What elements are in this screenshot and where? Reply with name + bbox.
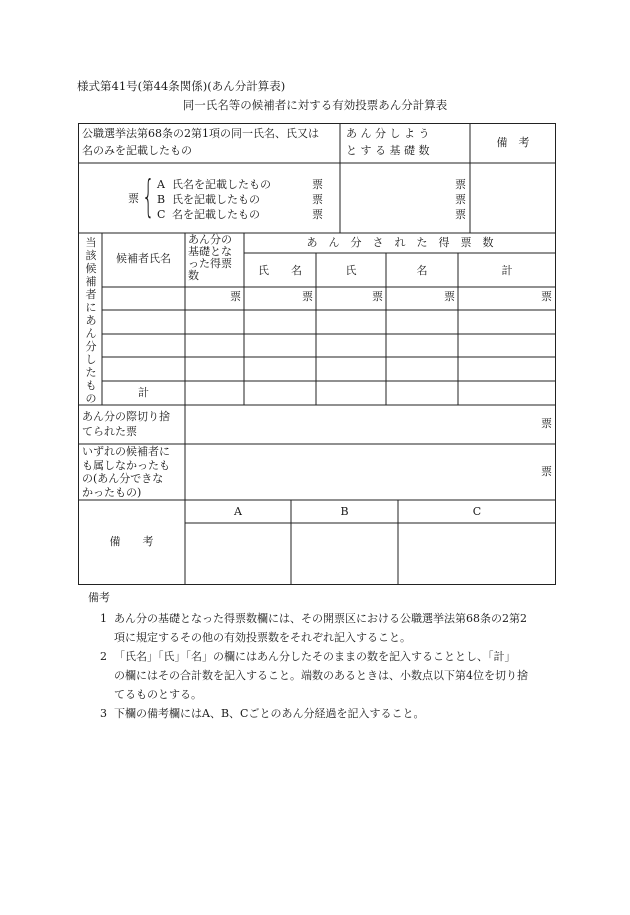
vote-row-c-letter: C xyxy=(157,208,166,221)
note-item: 2 「氏名」「氏」「名」の欄にはあん分したそのままの数を記入することとし、「計」 の欄にはその合計数を記入すること。端数のあるときは、小数点以下第4位を切り捨 てるものとする。 xyxy=(88,647,558,704)
subheader-full-name: 氏 名 xyxy=(258,264,302,277)
note-number: 1 xyxy=(100,612,107,625)
subheader-total: 計 xyxy=(501,264,513,277)
vote-row-a-letter: A xyxy=(157,178,165,191)
unit-full-name: 票 xyxy=(302,290,313,303)
brace-icon: { xyxy=(142,171,155,222)
total-row-label: 計 xyxy=(138,386,149,399)
remarks-label: 備 考 xyxy=(109,535,154,548)
vote-row-a-unit: 票 xyxy=(312,178,323,191)
note-number: 2 xyxy=(100,650,107,663)
base-votes-header: あん分の 基礎とな った得票 数 xyxy=(188,233,232,282)
subheader-surname: 氏 xyxy=(345,264,357,277)
note-item: 3 下欄の備考欄にはA、B、Cごとのあん分経過を記入すること。 xyxy=(88,704,558,723)
votes-label: 票 xyxy=(128,192,139,205)
side-label-vertical: 当 該 候 補 者 に あ ん 分 し た も の xyxy=(85,236,97,405)
vote-row-b-label: 氏を記載したもの xyxy=(172,193,260,206)
form-number: 様式第41号(第44条関係)(あん分計算表) xyxy=(77,79,286,93)
remarks-column-c: C xyxy=(472,505,482,518)
vote-row-c-unit: 票 xyxy=(312,208,323,221)
vote-row-a-label: 氏名を記載したもの xyxy=(172,178,271,191)
unit-given-name: 票 xyxy=(444,290,455,303)
discarded-votes-label: あん分の際切り捨 てられた票 xyxy=(82,410,170,438)
remarks-column-b: B xyxy=(340,505,349,518)
vote-row-c-base-unit: 票 xyxy=(455,208,466,221)
note-item: 1 あん分の基礎となった得票数欄には、その開票区における公職選挙法第68条の2第2 項に規定するその他の有効投票数をそれぞれ記入すること。 xyxy=(88,609,558,647)
remarks-header: 備 考 xyxy=(496,136,530,149)
base-count-header-2: と す る 基 礎 数 xyxy=(346,144,430,157)
unassigned-votes-unit: 票 xyxy=(541,465,552,478)
remarks-column-a: A xyxy=(234,505,242,518)
form-title: 同一氏名等の候補者に対する有効投票あん分計算表 xyxy=(182,98,448,112)
allocated-votes-header: あ ん 分 さ れ た 得 票 数 xyxy=(306,236,494,249)
notes-section xyxy=(88,588,558,723)
unit-base-votes: 票 xyxy=(230,290,241,303)
vote-row-a-base-unit: 票 xyxy=(455,178,466,191)
discarded-votes-unit: 票 xyxy=(541,417,552,430)
vote-row-c-label: 名を記載したもの xyxy=(172,208,260,221)
vote-row-b-base-unit: 票 xyxy=(455,193,466,206)
vote-row-b-letter: B xyxy=(157,193,166,206)
vote-row-b-unit: 票 xyxy=(312,193,323,206)
unit-total: 票 xyxy=(541,290,552,303)
notes-heading: 備考 xyxy=(88,591,110,604)
candidate-name-header: 候補者氏名 xyxy=(116,252,171,265)
description-line-2: 名のみを記載したもの xyxy=(82,144,192,157)
calculation-table xyxy=(78,123,556,585)
unassigned-votes-label: いずれの候補者に も属しなかったも の(あん分できな かったもの) xyxy=(82,445,170,499)
subheader-given-name: 名 xyxy=(416,264,428,277)
unit-surname: 票 xyxy=(372,290,383,303)
base-count-header-1: あ ん 分 し よ う xyxy=(346,127,430,140)
description-line-1: 公職選挙法第68条の2第1項の同一氏名、氏又は xyxy=(82,127,319,140)
note-number: 3 xyxy=(100,707,107,720)
